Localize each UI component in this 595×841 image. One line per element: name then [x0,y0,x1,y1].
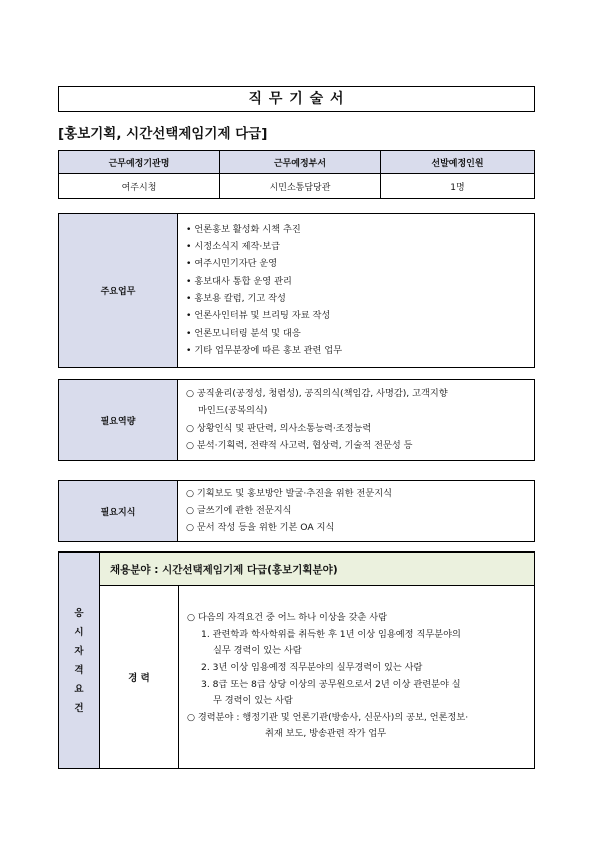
document-subtitle: [홍보기획, 시간선택제임기제 다급] [58,126,268,142]
list-item: ○ 다음의 자격요건 중 어느 하나 이상을 갖춘 사람 [187,612,388,624]
career-requirements [179,586,535,769]
list-item: ○ 분석·기획력, 전략적 사고력, 협상력, 기술적 전문성 등 [186,439,413,451]
duties-list [178,214,535,368]
value-headcount: 1명 [381,174,535,199]
list-item: • 언론홍보 활성화 시책 추진 [186,223,301,235]
document-title: 직 무 기 술 서 [58,86,535,112]
list-item: ○ 상황인식 및 판단력, 의사소통능력·조정능력 [186,422,372,434]
list-item: ○ 경력분야 : 행정기관 및 언론기관(방송사, 신문사)의 공보, 언론정보· [187,711,469,723]
list-item: 2. 3년 이상 임용예정 직무분야의 실무경력이 있는 사람 [201,661,423,673]
header-agency: 근무예정기관명 [59,151,220,174]
duties-label: 주요업무 [59,214,178,368]
value-agency: 여주시청 [59,174,220,199]
qualification-label: 응 시 자 격 요 건 [59,552,100,769]
list-item: 실무 경력이 있는 사람 [213,645,302,657]
list-item: ○ 글쓰기에 관한 전문지식 [186,504,292,516]
list-item: • 홍보용 칼럼, 기고 작성 [186,293,286,304]
list-item: ○ 공직윤리(공정성, 청렴성), 공직의식(책임감, 사명감), 고객지향 [186,387,448,399]
list-item: 마인드(공복의식) [198,405,268,417]
info-table [58,150,535,199]
competency-list [178,380,535,461]
list-item: ○ 문서 작성 등을 위한 기본 OA 지식 [186,522,335,534]
list-item: • 여주시민기자단 운영 [186,258,278,270]
list-item: 무 경력이 있는 사람 [213,695,293,707]
recruitment-field: 채용분야 : 시간선택제임기제 다급(홍보기획분야) [100,552,535,586]
list-item: 1. 관련학과 학사학위를 취득한 후 1년 이상 임용예정 직무분야의 [201,628,461,640]
list-item: 3. 8급 또는 8급 상당 이상의 공무원으로서 2년 이상 관련분야 실 [201,678,461,690]
list-item: • 기타 업무분장에 따른 홍보 관련 업무 [186,344,343,356]
competency-table [58,379,535,461]
header-headcount: 선발예정인원 [381,151,535,174]
list-item: • 언론사인터뷰 및 브리팅 자료 작성 [186,310,331,322]
knowledge-table [58,480,535,542]
list-item: • 시정소식지 제작·보급 [186,241,281,253]
knowledge-list [178,481,535,542]
header-department: 근무예정부서 [220,151,381,174]
career-label: 경 력 [100,586,179,769]
knowledge-label: 필요지식 [59,481,178,542]
qualification-table [58,551,535,769]
list-item: • 언론모니터링 분석 및 대응 [186,327,301,339]
value-department: 시민소통담당관 [220,174,381,199]
list-item: 취재 보도, 방송관련 작가 업무 [265,728,387,740]
list-item: • 홍보대사 통합 운영 관리 [186,275,292,287]
duties-table [58,213,535,368]
list-item: ○ 기획보도 및 홍보방안 발굴·추진을 위한 전문지식 [186,487,392,499]
competency-label: 필요역량 [59,380,178,461]
